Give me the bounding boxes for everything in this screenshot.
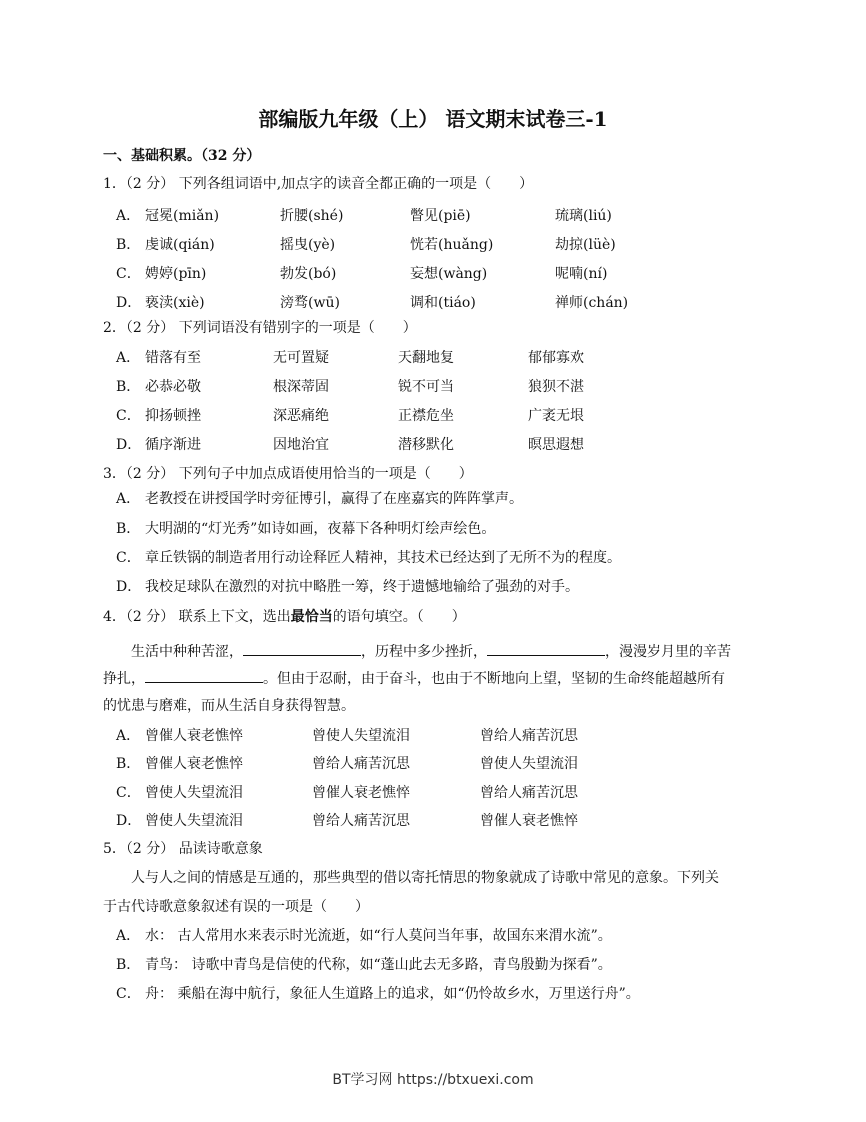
option-item: 错落有至 [145, 350, 201, 366]
section-heading: 一、基础积累。（32 分） [103, 148, 261, 164]
stem-emphasis: 最恰当 [290, 609, 333, 625]
option-item: 禅师(chán) [555, 295, 629, 311]
passage-text: 生活中种种苦涩， [131, 644, 243, 660]
question-5-para-2: 于古代诗歌意象叙述有误的一项是（ ） [103, 899, 369, 915]
option-label: A． [116, 350, 141, 366]
option-item: 锐不可当 [398, 379, 454, 395]
blank-1 [243, 641, 361, 656]
option-item: 循序渐进 [145, 437, 201, 453]
option-item: 劫掠(lüè) [555, 237, 616, 253]
option-item: 勃发(bó) [280, 266, 337, 282]
option-item: 曾催人衰老憔悴 [312, 785, 410, 801]
option-item: 虔诚(qián) [145, 237, 215, 253]
option-label: B． [116, 379, 141, 395]
option-text: 水： 古人常用水来表示时光流逝，如“行人莫问当年事，故国东来渭水流”。 [145, 928, 612, 944]
option-text: 大明湖的“灯光秀”如诗如画，夜幕下各种明灯绘声绘色。 [145, 521, 496, 537]
option-item: 琉璃(liú) [555, 208, 612, 224]
blank-2 [487, 641, 605, 656]
page-title: 部编版九年级（上） 语文期末试卷三-1 [258, 107, 608, 131]
passage-text: ，历程中多少挫折， [361, 644, 487, 660]
option-item: 曾使人失望流泪 [480, 756, 578, 772]
option-label: D． [116, 813, 142, 829]
option-item: 根深蒂固 [273, 379, 329, 395]
option-item: 妄想(wàng) [410, 266, 488, 282]
option-item: 郁郁寡欢 [528, 350, 584, 366]
question-5-stem: 5．（2 分） 品读诗歌意象 [103, 841, 263, 857]
option-label: D． [116, 295, 142, 311]
option-label: A． [116, 208, 141, 224]
question-3-stem: 3．（2 分） 下列句子中加点成语使用恰当的一项是（ ） [103, 466, 473, 482]
option-item: 亵渎(xiè) [145, 295, 205, 311]
passage-text: ，漫漫岁月里的辛苦 [605, 644, 731, 660]
option-label: B． [116, 756, 141, 772]
option-label: A． [116, 491, 141, 507]
passage-line-2 [103, 668, 725, 689]
option-item: 冠冕(miǎn) [145, 208, 220, 224]
option-label: B． [116, 957, 141, 973]
option-item: 娉婷(pīn) [145, 266, 207, 282]
option-label: D． [116, 579, 142, 595]
option-item: 恍若(huǎng) [410, 237, 494, 253]
option-label: C． [116, 550, 141, 566]
stem-text: 的语句填空。（ ） [332, 609, 466, 625]
option-item: 暝思遐想 [528, 437, 584, 453]
passage-line-1 [131, 641, 731, 662]
question-4-stem [103, 607, 466, 627]
option-item: 折腰(shé) [280, 208, 344, 224]
question-1-stem: 1．（2 分） 下列各组词语中,加点字的读音全都正确的一项是（ ） [103, 176, 534, 192]
option-item: 因地治宜 [273, 437, 329, 453]
option-item: 曾使人失望流泪 [145, 813, 243, 829]
option-item: 潜移默化 [398, 437, 454, 453]
option-text: 青鸟： 诗歌中青鸟是信使的代称，如“蓬山此去无多路，青鸟殷勤为探看”。 [145, 957, 612, 973]
option-text: 老教授在讲授国学时旁征博引，赢得了在座嘉宾的阵阵掌声。 [145, 491, 523, 507]
passage-text: 。但由于忍耐，由于奋斗，也由于不断地向上望，坚韧的生命终能超越所有 [263, 671, 725, 687]
option-item: 呢喃(ní) [555, 266, 608, 282]
option-label: A． [116, 728, 141, 744]
option-item: 曾给人痛苦沉思 [312, 813, 410, 829]
blank-3 [145, 668, 263, 683]
passage-line-3: 的忧患与磨难，而从生活自身获得智慧。 [103, 698, 355, 714]
option-item: 曾给人痛苦沉思 [312, 756, 410, 772]
option-item: 天翻地复 [398, 350, 454, 366]
option-label: C． [116, 785, 141, 801]
option-item: 曾催人衰老憔悴 [145, 756, 243, 772]
footer-watermark: BT学习网 https://btxuexi.com [332, 1072, 534, 1088]
option-item: 曾使人失望流泪 [312, 728, 410, 744]
option-item: 摇曳(yè) [280, 237, 336, 253]
option-item: 曾给人痛苦沉思 [480, 728, 578, 744]
option-label: B． [116, 237, 141, 253]
option-item: 曾催人衰老憔悴 [145, 728, 243, 744]
option-item: 无可置疑 [273, 350, 329, 366]
option-item: 滂骛(wū) [280, 295, 340, 311]
option-item: 正襟危坐 [398, 408, 454, 424]
option-item: 抑扬顿挫 [145, 408, 201, 424]
option-item: 广袤无垠 [528, 408, 584, 424]
option-label: C． [116, 266, 141, 282]
stem-text: 4．（2 分） 联系上下文，选出 [103, 609, 291, 625]
option-item: 瞥见(piē) [410, 208, 471, 224]
question-5-para-1: 人与人之间的情感是互通的，那些典型的借以寄托情思的物象就成了诗歌中常见的意象。下列关 [131, 870, 719, 886]
option-text: 章丘铁锅的制造者用行动诠释匠人精神，其技术已经达到了无所不为的程度。 [145, 550, 621, 566]
question-2-stem: 2．（2 分） 下列词语没有错别字的一项是（ ） [103, 320, 417, 336]
option-label: C． [116, 408, 141, 424]
option-item: 狼狈不湛 [528, 379, 584, 395]
option-item: 调和(tiáo) [410, 295, 476, 311]
option-label: A． [116, 928, 141, 944]
option-item: 曾使人失望流泪 [145, 785, 243, 801]
option-text: 舟： 乘船在海中航行，象征人生道路上的追求，如“仍怜故乡水，万里送行舟”。 [145, 986, 640, 1002]
option-label: C． [116, 986, 141, 1002]
option-item: 曾给人痛苦沉思 [480, 785, 578, 801]
option-item: 深恶痛绝 [273, 408, 329, 424]
option-item: 曾催人衰老憔悴 [480, 813, 578, 829]
passage-text: 挣扎， [103, 671, 145, 687]
option-text: 我校足球队在激烈的对抗中略胜一筹，终于遗憾地输给了强劲的对手。 [145, 579, 579, 595]
option-label: D． [116, 437, 142, 453]
option-label: B． [116, 521, 141, 537]
option-item: 必恭必敬 [145, 379, 201, 395]
